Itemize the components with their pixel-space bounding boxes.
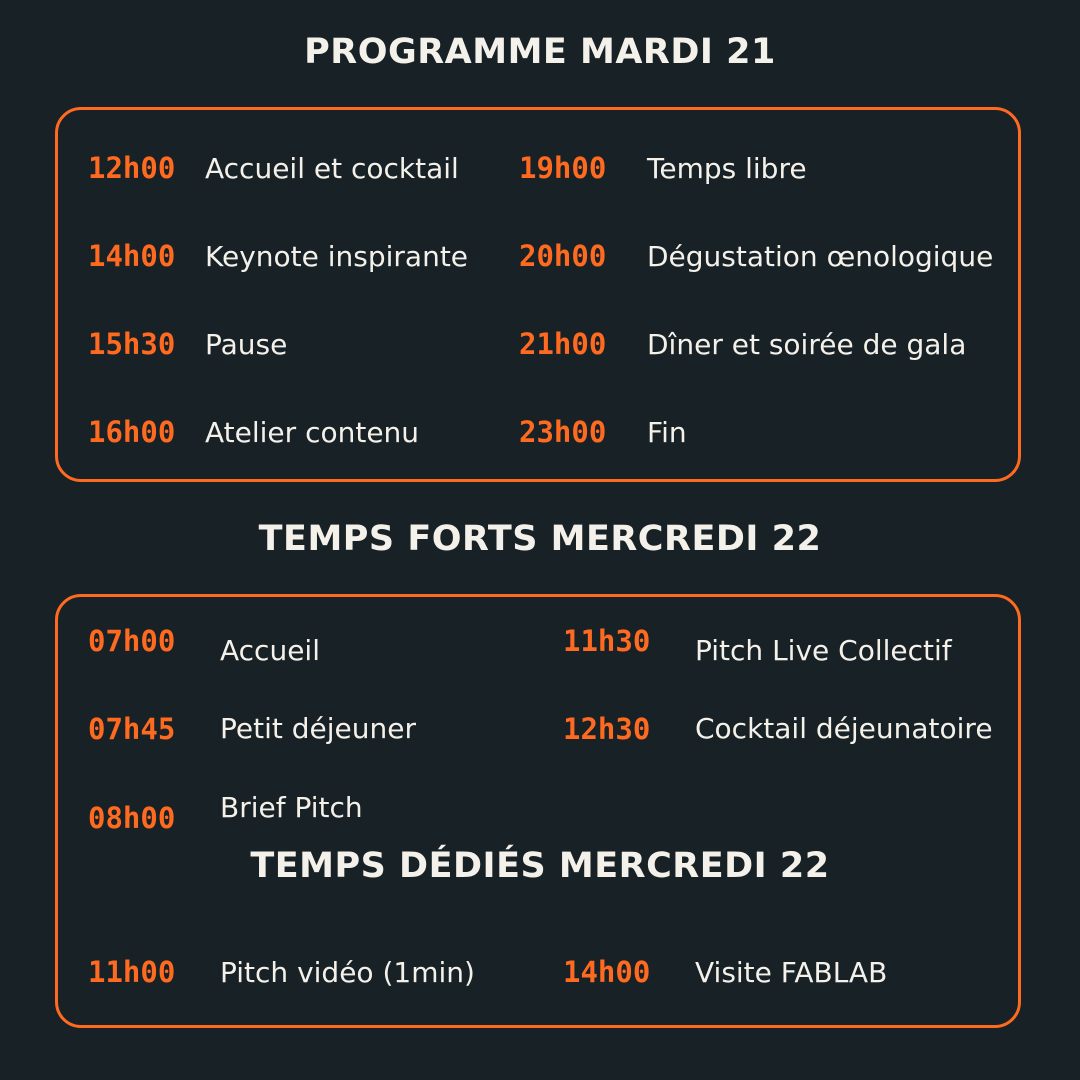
schedule-label: Fin: [647, 416, 687, 449]
schedule-time: 12h30: [563, 712, 651, 746]
schedule-time: 21h00: [519, 327, 607, 361]
schedule-label: Accueil et cocktail: [205, 152, 459, 185]
schedule-time: 11h00: [88, 955, 176, 989]
schedule-time: 12h00: [88, 151, 176, 185]
schedule-time: 14h00: [88, 239, 176, 273]
schedule-time: 15h30: [88, 327, 176, 361]
schedule-label: Pause: [205, 328, 288, 361]
schedule-time: 14h00: [563, 955, 651, 989]
schedule-label: Accueil: [220, 634, 320, 667]
schedule-time: 23h00: [519, 415, 607, 449]
wednesday-dedicated-title: TEMPS DÉDIÉS MERCREDI 22: [250, 846, 830, 886]
schedule-label: Visite FABLAB: [695, 956, 888, 989]
schedule-time: 20h00: [519, 239, 607, 273]
schedule-time: 11h30: [563, 624, 651, 658]
schedule-time: 19h00: [519, 151, 607, 185]
schedule-time: 07h00: [88, 624, 176, 658]
tuesday-title: PROGRAMME MARDI 21: [304, 32, 776, 72]
schedule-label: Dégustation œnologique: [647, 240, 994, 273]
schedule-label: Pitch Live Collectif: [695, 634, 952, 667]
schedule-time: 16h00: [88, 415, 176, 449]
schedule-label: Dîner et soirée de gala: [647, 328, 967, 361]
schedule-label: Petit déjeuner: [220, 712, 416, 745]
schedule-label: Pitch vidéo (1min): [220, 956, 475, 989]
schedule-label: Keynote inspirante: [205, 240, 469, 273]
schedule-label: Atelier contenu: [205, 416, 420, 449]
schedule-label: Cocktail déjeunatoire: [695, 712, 993, 745]
wednesday-highlights-title: TEMPS FORTS MERCREDI 22: [258, 519, 822, 559]
schedule-time: 08h00: [88, 801, 176, 835]
schedule-time: 07h45: [88, 712, 176, 746]
schedule-label: Brief Pitch: [220, 791, 363, 824]
schedule-label: Temps libre: [647, 152, 807, 185]
